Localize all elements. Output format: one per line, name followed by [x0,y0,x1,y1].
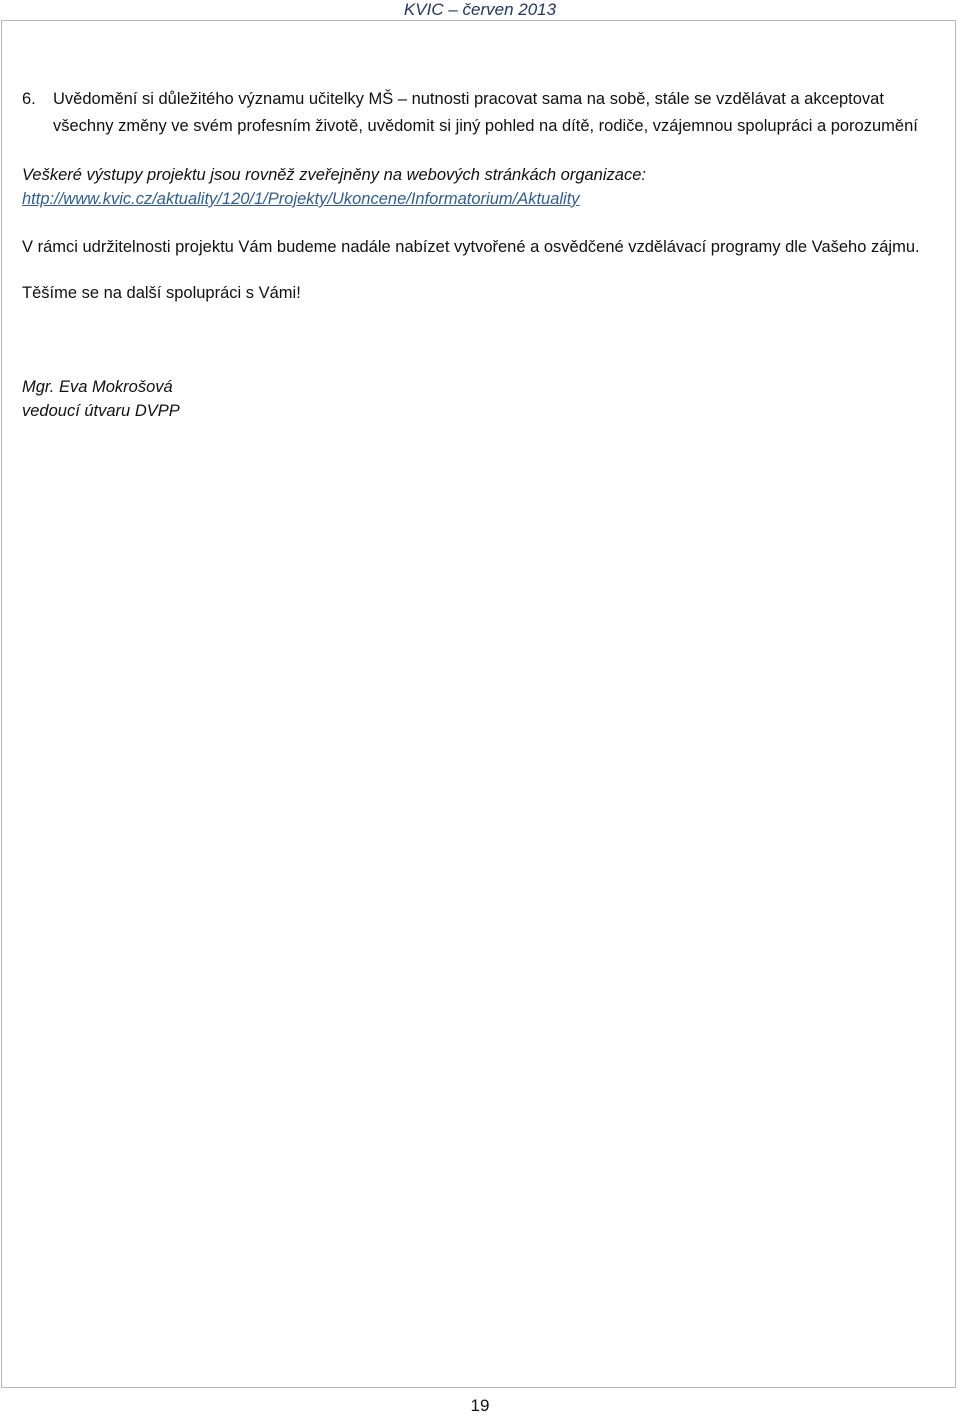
sustainability-paragraph: V rámci udržitelnosti projektu Vám budeme nadále nabízet vytvořené a osvědčené vzdělávací programy dle Vašeho zájmu. [22,238,920,256]
document-body [22,41,942,423]
page-number: 19 [470,1396,490,1415]
signature-block [22,375,942,423]
list-item-text: Uvědomění si důležitého významu učitelky MŠ – nutnosti pracovat sama na sobě, stále se vzdělávat a akceptovat všechny změny ve svém profesním životě, uvědomit si jiný pohled na dítě, rodiče, vzájemnou spolupráci a porozumění [53,90,918,135]
project-link[interactable]: http://www.kvic.cz/aktuality/120/1/Projekty/Ukoncene/Informatorium/Aktuality [22,190,580,208]
signature-name: Mgr. Eva Mokrošová [22,378,173,396]
list-item-number: 6. [22,90,36,108]
outputs-paragraph [22,163,942,211]
list-item [22,86,942,140]
signature-role: vedoucí útvaru DVPP [22,402,180,420]
running-header: KVIC – červen 2013 [403,0,557,19]
page-frame [1,20,956,1388]
thanks-paragraph: Těšíme se na další spolupráci s Vámi! [22,284,301,302]
outputs-paragraph-text: Veškeré výstupy projektu jsou rovněž zveřejněny na webových stránkách organizace: [22,166,646,184]
